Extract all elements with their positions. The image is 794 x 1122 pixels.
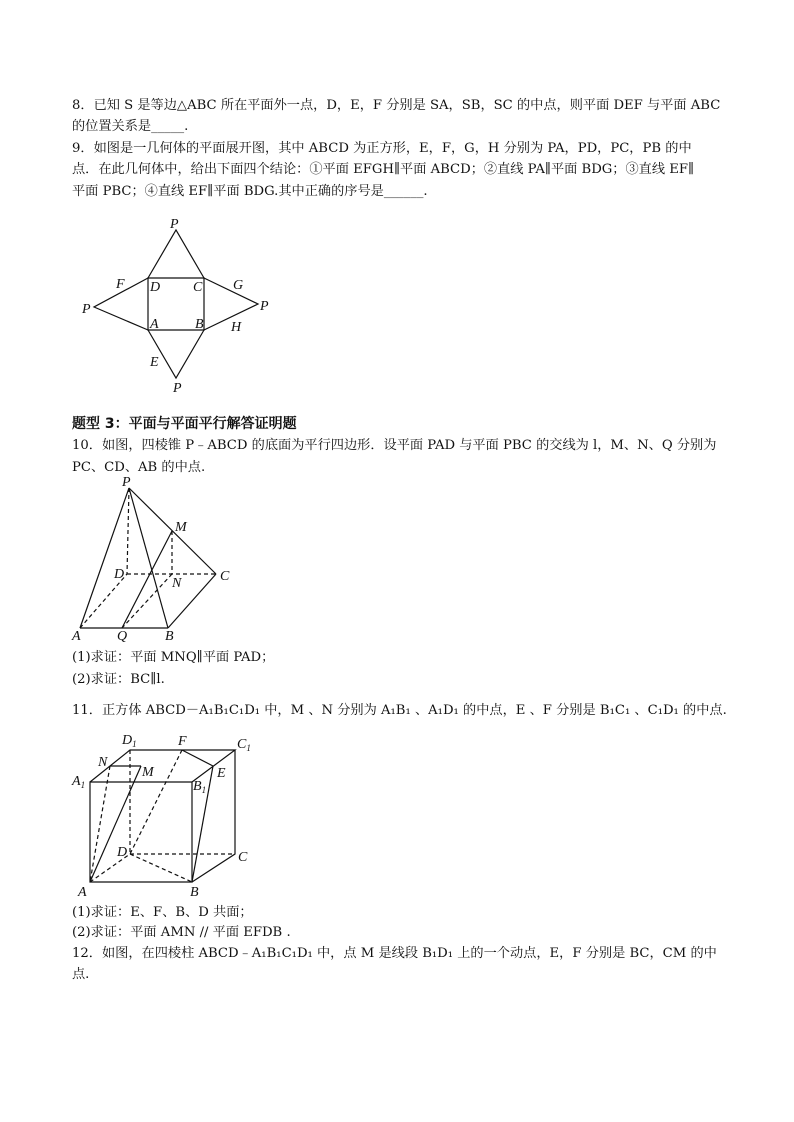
label-f: F (116, 277, 125, 292)
right-edges (192, 750, 235, 882)
edge-pd (127, 488, 129, 574)
q12-line-2: 点. (72, 967, 90, 982)
q10-line-2: PC、CD、AB 的中点. (72, 460, 206, 475)
net-figure (78, 216, 278, 396)
label-m: M (142, 765, 154, 780)
label-a: A (150, 317, 159, 332)
q10-part-2: (2)求证：BC∥l. (72, 672, 165, 687)
q11-part-2: (2)求证：平面 AMN // 平面 EFDB . (72, 925, 291, 940)
label-p-bottom: P (173, 381, 182, 396)
edge-pa (80, 488, 129, 628)
q9-line-3: 平面 PBC；④直线 EF∥平面 BDG.其中正确的序号是______. (72, 184, 428, 199)
label-b: B (195, 317, 204, 332)
q10-line-1: 10．如图，四棱锥 P﹣ABCD 的底面为平行四边形．设平面 PAD 与平面 PBC 的交线为 l，M、N、Q 分别为 (72, 438, 717, 453)
label-c: C (238, 850, 248, 865)
segment-an (90, 766, 110, 882)
label-c: C (193, 280, 203, 295)
label-p-right: P (260, 299, 269, 314)
q12-line-1: 12．如图，在四棱柱 ABCD﹣A₁B₁C₁D₁ 中，点 M 是线段 B₁D₁ 上的一个动点，E，F 分别是 BC，CM 的中 (72, 946, 717, 961)
section-3-heading: 题型 3：平面与平面平行解答证明题 (72, 416, 297, 432)
segment-db (130, 854, 192, 882)
label-p: P (122, 475, 131, 490)
q11-part-1: (1)求证：E、F、B、D 共面； (72, 905, 253, 920)
label-h: H (231, 320, 242, 335)
segment-fe (182, 750, 213, 766)
label-c1: $C_1$ (237, 737, 251, 753)
top-triangle (148, 230, 204, 278)
segment-nq (122, 574, 172, 628)
q11-line-1: 11．正方体 ABCD－A₁B₁C₁D₁ 中，M 、N 分别为 A₁B₁ 、A₁D₁ 的中点，E 、F 分别是 B₁C₁ 、C₁D₁ 的中点. (72, 703, 727, 718)
label-a: A (78, 885, 87, 900)
cube-figure (72, 728, 262, 900)
label-d1: $D_1$ (122, 733, 137, 749)
label-n: N (98, 755, 108, 770)
edge-pb (129, 488, 168, 628)
pyramid-figure (72, 474, 242, 644)
label-d: D (117, 845, 128, 860)
label-p-left: P (82, 302, 91, 317)
label-e: E (217, 766, 226, 781)
label-e: E (150, 355, 159, 370)
bottom-triangle (148, 330, 204, 378)
label-q: Q (117, 629, 128, 644)
q10-part-1: (1)求证：平面 MNQ∥平面 PAD； (72, 650, 275, 665)
label-c: C (220, 569, 230, 584)
label-b1: $B_1$ (193, 779, 207, 795)
label-d: D (150, 280, 161, 295)
q8-line-2: 的位置关系是_____. (72, 119, 189, 134)
edge-ad (80, 574, 127, 628)
q9-line-1: 9．如图是一几何体的平面展开图，其中 ABCD 为正方形，E，F，G，H 分别为 PA，PD，PC，PB 的中 (72, 141, 692, 156)
label-n: N (172, 576, 182, 591)
q9-line-2: 点．在此几何体中，给出下面四个结论：①平面 EFGH∥平面 ABCD；②直线 PA∥平面 BDG；③直线 EF∥ (72, 162, 695, 177)
label-f: F (178, 734, 187, 749)
label-a: A (72, 629, 81, 644)
label-d: D (114, 567, 125, 582)
label-b: B (165, 629, 174, 644)
label-g: G (233, 278, 244, 293)
label-m: M (175, 520, 187, 535)
label-p-top: P (170, 217, 179, 232)
label-a1: $A_1$ (72, 774, 86, 790)
label-b: B (190, 885, 199, 900)
q8-line-1: 8．已知 S 是等边△ABC 所在平面外一点，D，E，F 分别是 SA，SB，SC 的中点，则平面 DEF 与平面 ABC (72, 98, 721, 113)
